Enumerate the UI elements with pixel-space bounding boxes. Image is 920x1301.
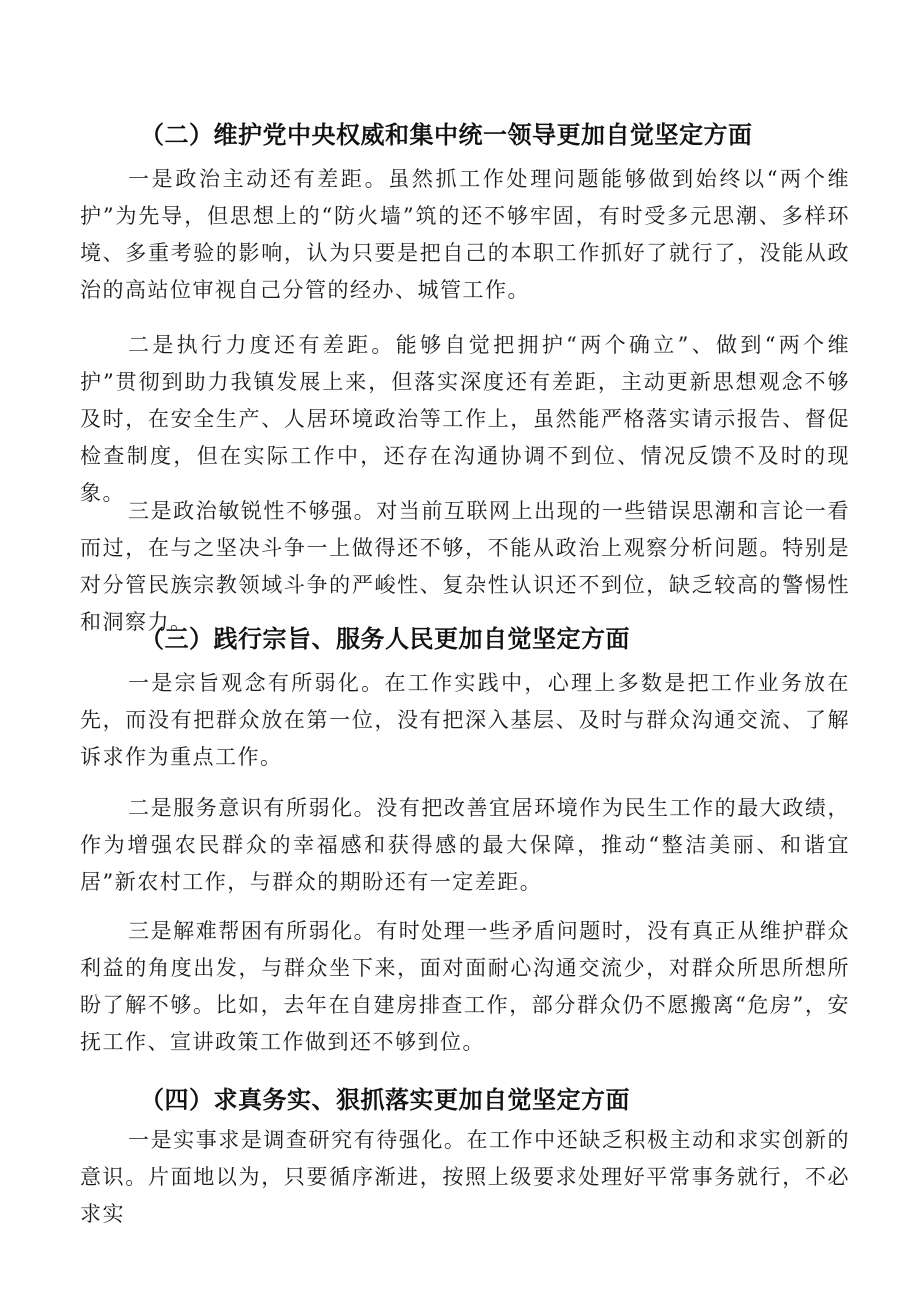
paragraph-2-2: 二是执行力度还有差距。能够自觉把拥护“两个确立”、做到“两个维护”贯彻到助力我镇发展上来，但落实深度还有差距，主动更新思想观念不够及时，在安全生产、人居环境政治等工作上，虽然能严格落实请示报告、督促检查制度，但在实际工作中，还存在沟通协调不到位、情况反馈不及时的现象。	[80, 333, 850, 505]
paragraph-2-3: 三是政治敏锐性不够强。对当前互联网上出现的一些错误思潮和言论一看而过，在与之坚决斗争一上做得还不够，不能从政治上观察分析问题。特别是对分管民族宗教领域斗争的严峻性、复杂性认识还不到位，缺乏较高的警惕性和洞察力。	[80, 499, 850, 634]
section-heading-4: （四）求真务实、狠抓落实更加自觉坚定方面	[140, 1086, 630, 1114]
paragraph-4-1: 一是实事求是调查研究有待强化。在工作中还缺乏积极主动和求实创新的意识。片面地以为，只要循序渐进，按照上级要求处理好平常事务就行，不必求实	[80, 1128, 850, 1226]
paragraph-3-2: 二是服务意识有所弱化。没有把改善宜居环境作为民生工作的最大政绩，作为增强农民群众的幸福感和获得感的最大保障，推动“整洁美丽、和谐宜居”新农村工作，与群众的期盼还有一定差距。	[80, 796, 850, 894]
paragraph-3-3: 三是解难帮困有所弱化。有时处理一些矛盾问题时，没有真正从维护群众利益的角度出发，与群众坐下来，面对面耐心沟通交流少，对群众所思所想所盼了解不够。比如，去年在自建房排查工作，部分群众仍不愿搬离“危房”，安抚工作、宣讲政策工作做到还不够到位。	[80, 919, 850, 1054]
paragraph-2-1: 一是政治主动还有差距。虽然抓工作处理问题能够做到始终以“两个维护”为先导，但思想上的“防火墙”筑的还不够牢固，有时受多元思潮、多样环境、多重考验的影响，认为只要是把自己的本职工作抓好了就行了，没能从政治的高站位审视自己分管的经办、城管工作。	[80, 167, 850, 302]
paragraph-3-1: 一是宗旨观念有所弱化。在工作实践中，心理上多数是把工作业务放在先，而没有把群众放在第一位，没有把深入基层、及时与群众沟通交流、了解诉求作为重点工作。	[80, 671, 850, 769]
section-heading-2: （二）维护党中央权威和集中统一领导更加自觉坚定方面	[140, 121, 753, 149]
section-heading-3: （三）践行宗旨、服务人民更加自觉坚定方面	[140, 625, 630, 653]
